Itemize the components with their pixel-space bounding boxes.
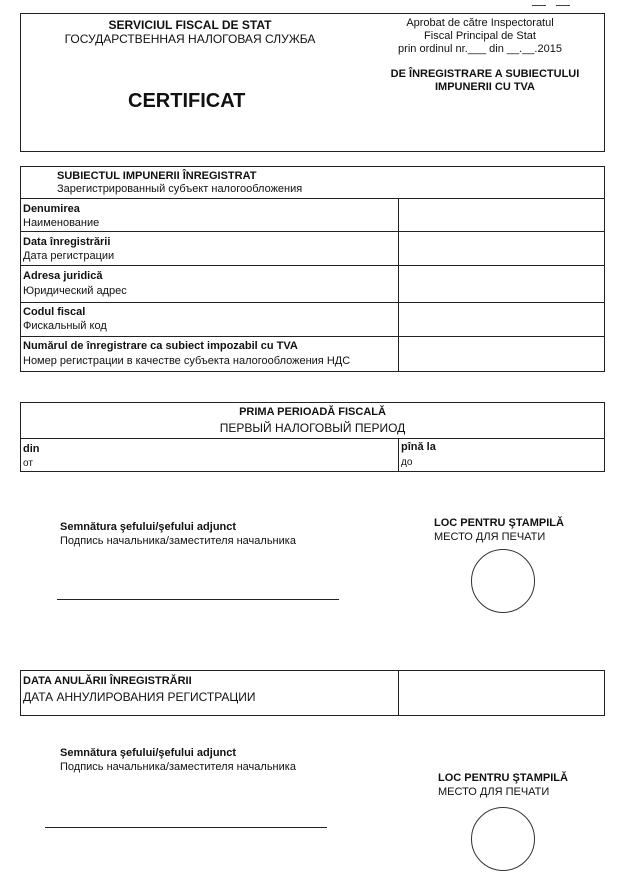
certificate-title: CERTIFICAT: [128, 90, 246, 112]
org-name-ru: ГОСУДАРСТВЕННАЯ НАЛОГОВАЯ СЛУЖБА: [64, 32, 316, 46]
row-label-ru: Дата регистрации: [23, 250, 115, 262]
subject-divider-header: [20, 198, 605, 199]
subject-title-ru: Зарегистрированный субъект налогообложения: [57, 183, 303, 195]
annulment-column-divider: [398, 670, 399, 716]
stamp-label-ro: LOC PENTRU ŞTAMPILĂ: [438, 772, 568, 784]
stamp-circle: [471, 807, 535, 871]
row-divider: [20, 265, 605, 266]
signature-label-ru: Подпись начальника/заместителя начальника: [60, 761, 296, 773]
row-label-ru: Наименование: [23, 217, 100, 229]
approved-line-3: prin ordinul nr.___ din __.__.2015: [398, 43, 562, 55]
signature-label-ru: Подпись начальника/заместителя начальника: [60, 535, 296, 547]
period-title-ro: PRIMA PERIOADĂ FISCALĂ: [239, 406, 386, 418]
row-divider: [20, 302, 605, 303]
row-label-ro: Denumirea: [23, 203, 80, 215]
approved-line-2: Fiscal Principal de Stat: [424, 30, 536, 42]
row-label-ru: Номер регистрации в качестве субъекта налогообложения НДС: [23, 355, 351, 367]
signature-line: [57, 599, 339, 600]
row-divider: [20, 336, 605, 337]
certificate-subtitle-line-2: IMPUNERII CU TVA: [434, 81, 536, 93]
certificate-subtitle-line-1: DE ÎNREGISTRARE A SUBIECTULUI: [390, 68, 580, 80]
period-to-ro: pînă la: [401, 441, 436, 453]
subject-title-ro: SUBIECTUL IMPUNERII ÎNREGISTRAT: [57, 170, 257, 182]
period-to-ru: до: [401, 457, 413, 468]
signature-label-ro: Semnătura şefului/şefului adjunct: [60, 521, 237, 533]
row-divider: [20, 231, 605, 232]
period-divider: [20, 438, 605, 439]
period-column-divider: [398, 438, 399, 472]
signature-label-ro: Semnătura şefului/şefului adjunct: [60, 747, 237, 759]
row-label-ro: Codul fiscal: [23, 306, 86, 318]
row-label-ro: Adresa juridică: [23, 270, 103, 282]
row-label-ru: Юридический адрес: [23, 285, 127, 297]
annulment-title-ro: DATA ANULĂRII ÎNREGISTRĂRII: [23, 675, 192, 687]
row-label-ro: Data înregistrării: [23, 236, 111, 248]
stamp-label-ro: LOC PENTRU ŞTAMPILĂ: [434, 517, 564, 529]
approved-line-1: Aprobat de către Inspectoratul: [406, 17, 554, 29]
subject-column-divider: [398, 198, 399, 372]
period-from-ro: din: [23, 443, 40, 455]
stamp-label-ru: МЕСТО ДЛЯ ПЕЧАТИ: [438, 786, 550, 798]
stamp-circle: [471, 549, 535, 613]
annulment-title-ru: ДАТА АННУЛИРОВАНИЯ РЕГИСТРАЦИИ: [23, 690, 256, 704]
row-label-ro: Numărul de înregistrare ca subiect impozabil cu TVA: [23, 340, 298, 352]
period-title-ru: ПЕРВЫЙ НАЛОГОВЫЙ ПЕРИОД: [219, 421, 406, 435]
signature-line: [45, 827, 327, 828]
org-name-ro: SERVICIUL FISCAL DE STAT: [108, 18, 272, 32]
row-label-ru: Фискальный код: [23, 320, 107, 332]
stamp-label-ru: МЕСТО ДЛЯ ПЕЧАТИ: [434, 531, 546, 543]
corner-marks: [532, 3, 576, 7]
period-from-ru: от: [23, 458, 33, 469]
